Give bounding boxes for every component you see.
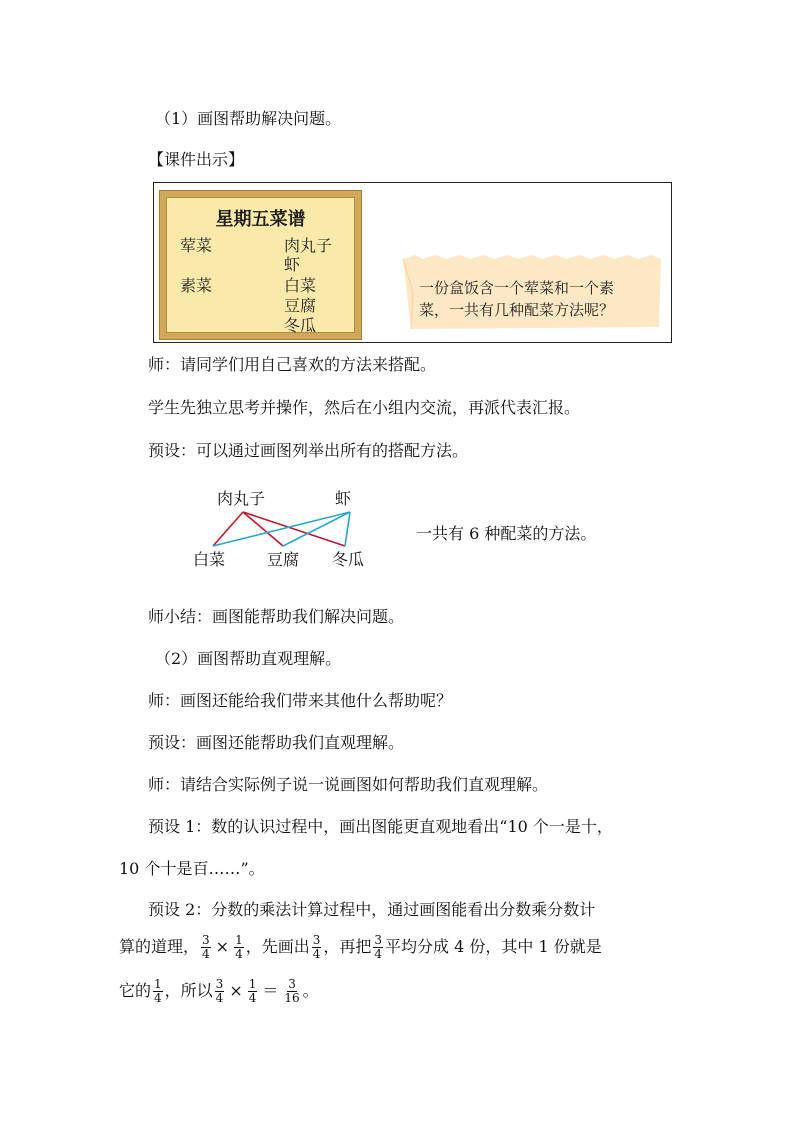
meat-label: 荤菜 <box>180 236 213 255</box>
courseware-label: 【课件出示】 <box>148 150 245 169</box>
heading-2: （2）画图帮助直观理解。 <box>155 649 342 668</box>
diagram-bottom-label: 白菜 <box>193 550 226 569</box>
veg-item: 冬瓜 <box>284 316 317 335</box>
menu-title: 星期五菜谱 <box>215 209 306 230</box>
heading-1: （1）画图帮助解决问题。 <box>155 109 342 128</box>
diagram-bottom-label: 豆腐 <box>267 550 300 569</box>
pairing-diagram <box>185 484 385 574</box>
fraction-3-16: $\frac{3}{16}$ <box>284 977 300 1005</box>
question-text: 一份盒饭含一个荤菜和一个素 菜，一共有几种配菜方法呢？ <box>419 279 615 319</box>
diagram-top-label: 肉丸子 <box>217 489 266 508</box>
meat-item: 肉丸子 <box>284 236 333 255</box>
preset-1-line-b: 10 个十是百……”。 <box>119 859 265 878</box>
veg-item: 白菜 <box>284 276 317 295</box>
fraction-1-4: $\frac{1}{4}$ <box>248 977 257 1005</box>
menu-board <box>160 191 361 339</box>
teacher-line-3: 师：请结合实际例子说一说画图如何帮助我们直观理解。 <box>148 775 549 794</box>
teacher-line-1: 师：请同学们用自己喜欢的方法来搭配。 <box>148 355 437 374</box>
summary-line: 师小结：画图能帮助我们解决问题。 <box>148 607 405 626</box>
fraction-3-4: $\frac{3}{4}$ <box>215 977 224 1005</box>
preset-line-2: 预设：画图还能帮助我们直观理解。 <box>148 733 405 752</box>
teacher-line-2: 师：画图还能给我们带来其他什么帮助呢？ <box>148 691 453 710</box>
pair-line <box>243 512 283 546</box>
fraction-3-4: $\frac{3}{4}$ <box>202 933 210 961</box>
preset-1-line-a: 预设 1：数的认识过程中，画出图能更直观地看出“10 个一是十， <box>148 817 613 836</box>
diagram-result: 一共有 6 种配菜的方法。 <box>416 524 597 543</box>
fraction-3-4: $\frac{3}{4}$ <box>374 933 383 961</box>
preset-line-1: 预设：可以通过画图列举出所有的搭配方法。 <box>148 441 469 460</box>
pair-line <box>345 512 350 546</box>
courseware-box <box>153 182 672 343</box>
student-line: 学生先独立思考并操作，然后在小组内交流，再派代表汇报。 <box>148 398 581 417</box>
meat-item: 虾 <box>284 255 301 274</box>
veg-item: 豆腐 <box>284 296 317 315</box>
preset-2-line-1: 预设 2：分数的乘法计算过程中，通过画图能看出分数乘分数计 <box>148 900 596 919</box>
diagram-bottom-label: 冬瓜 <box>332 550 365 569</box>
fraction-1-4: $\frac{1}{4}$ <box>154 977 162 1005</box>
pair-line <box>213 512 243 546</box>
veg-label: 素菜 <box>180 276 213 295</box>
preset-2-line-2: 算的道理， $\frac{3}{4}$ × $\frac{1}{4}$ ，先画出 $\frac{3}{4}$ ，再把 $\frac{3}{4}$ 平均分成 4 份，其中 1 份就是 <box>119 933 602 961</box>
preset-2-line-3: 它的 $\frac{1}{4}$ ，所以 $\frac{3}{4}$ × $\frac{1}{4}$ ＝ $\frac{3}{16}$ 。 <box>119 977 319 1005</box>
fraction-1-4: $\frac{1}{4}$ <box>235 933 243 961</box>
question-note <box>401 253 663 331</box>
diagram-top-label: 虾 <box>335 489 352 508</box>
fraction-3-4: $\frac{3}{4}$ <box>312 933 321 961</box>
